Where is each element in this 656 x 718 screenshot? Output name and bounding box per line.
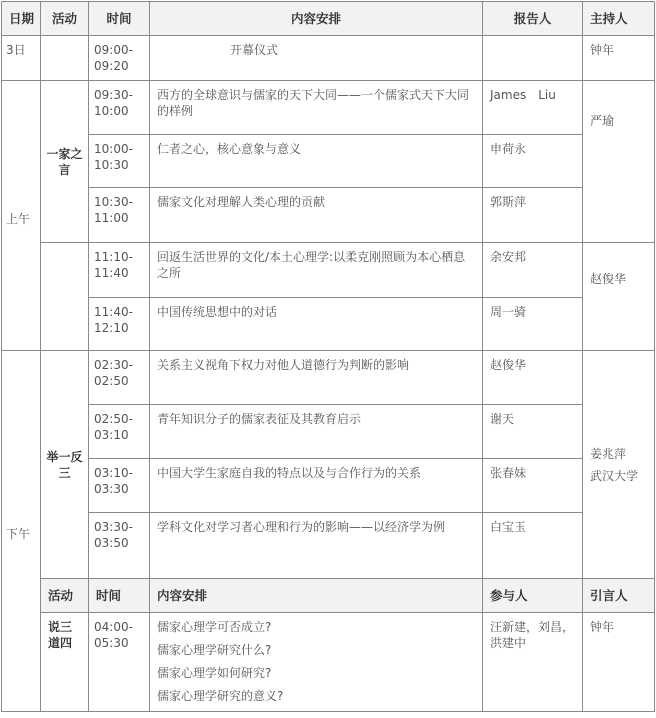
forum-row (2, 613, 655, 712)
afternoon-label: 下午 (2, 351, 41, 712)
opening-host: 钟年 (583, 36, 655, 81)
afternoon-time-3: 03:10-03:30 (89, 459, 150, 513)
afternoon-row-3 (2, 459, 655, 513)
header-host: 主持人 (583, 2, 655, 36)
forum-header-participants: 参与人 (483, 579, 583, 613)
afternoon-speaker-3: 张春妹 (483, 459, 583, 513)
header-time: 时间 (89, 2, 150, 36)
morning-row-2 (2, 135, 655, 188)
forum-time: 04:00-05:30 (89, 613, 150, 712)
morning-speaker-1: James Liu (483, 81, 583, 135)
morning-activity: 一家之言 (41, 81, 89, 243)
morning-content-1: 西方的全球意识与儒家的天下大同——一个儒家式天下大同的样例 (150, 81, 483, 135)
opening-content: 开幕仪式 (150, 36, 483, 81)
opening-time: 09:00-09:20 (89, 36, 150, 81)
afternoon-time-2: 02:50-03:10 (89, 405, 150, 459)
morning-content-4: 回返生活世界的文化/本土心理学:以柔克刚照顾为本心栖息之所 (150, 243, 483, 298)
morning-row-1 (2, 81, 655, 135)
forum-header-moderator: 引言人 (583, 579, 655, 613)
afternoon-content-2: 青年知识分子的儒家表征及其教育启示 (150, 405, 483, 459)
afternoon-time-4: 03:30-03:50 (89, 513, 150, 579)
forum-questions (150, 613, 483, 712)
morning-host-b: 赵俊华 (583, 243, 655, 351)
afternoon-content-3: 中国大学生家庭自我的特点以及与合作行为的关系 (150, 459, 483, 513)
forum-header-content: 内容安排 (150, 579, 483, 613)
morning-speaker-2: 申荷永 (483, 135, 583, 188)
opening-speaker-empty (483, 36, 583, 81)
morning-time-5: 11:40-12:10 (89, 298, 150, 351)
afternoon-row-2 (2, 405, 655, 459)
opening-activity-empty (41, 36, 89, 81)
forum-header-time: 时间 (89, 579, 150, 613)
opening-row (2, 36, 655, 81)
morning-label: 上午 (2, 81, 41, 351)
morning-row-3 (2, 188, 655, 243)
forum-question-1: 儒家心理学可否成立? (157, 620, 272, 634)
morning-row-5 (2, 298, 655, 351)
header-speaker: 报告人 (483, 2, 583, 36)
afternoon-host-org: 武汉大学 (590, 468, 639, 483)
afternoon-time-1: 02:30-02:50 (89, 351, 150, 405)
morning-host-a: 严瑜 (583, 81, 655, 243)
forum-question-2: 儒家心理学研究什么? (157, 643, 272, 657)
morning-time-4: 11:10-11:40 (89, 243, 150, 298)
afternoon-activity: 举一反三 (41, 351, 89, 579)
header-row (2, 2, 655, 36)
morning-content-2: 仁者之心，核心意象与意义 (150, 135, 483, 188)
morning-time-1: 09:30-10:00 (89, 81, 150, 135)
forum-header-row (2, 579, 655, 613)
afternoon-speaker-2: 谢天 (483, 405, 583, 459)
forum-question-3: 儒家心理学如何研究? (157, 666, 272, 680)
afternoon-row-1 (2, 351, 655, 405)
forum-activity: 说三道四 (41, 613, 89, 712)
morning-content-3: 儒家文化对理解人类心理的贡献 (150, 188, 483, 243)
afternoon-host (583, 351, 655, 579)
morning-row-4 (2, 243, 655, 298)
morning-speaker-5: 周一骑 (483, 298, 583, 351)
forum-question-4: 儒家心理学研究的意义? (157, 689, 284, 703)
afternoon-speaker-1: 赵俊华 (483, 351, 583, 405)
afternoon-content-1: 关系主义视角下权力对他人道德行为判断的影响 (150, 351, 483, 405)
schedule-table (1, 1, 655, 712)
morning-content-5: 中国传统思想中的对话 (150, 298, 483, 351)
forum-participants: 汪新建，刘昌，洪建中 (483, 613, 583, 712)
morning-activity-empty (41, 243, 89, 351)
header-date: 日期 (2, 2, 41, 36)
afternoon-content-4: 学科文化对学习者心理和行为的影响——以经济学为例 (150, 513, 483, 579)
afternoon-host-name: 姜兆萍 (590, 446, 627, 461)
morning-time-3: 10:30-11:00 (89, 188, 150, 243)
afternoon-row-4 (2, 513, 655, 579)
morning-time-2: 10:00-10:30 (89, 135, 150, 188)
forum-moderator: 钟年 (583, 613, 655, 712)
afternoon-speaker-4: 白宝玉 (483, 513, 583, 579)
morning-speaker-4: 余安邦 (483, 243, 583, 298)
forum-header-activity: 活动 (41, 579, 89, 613)
opening-date: 3日 (2, 36, 41, 81)
header-activity: 活动 (41, 2, 89, 36)
header-content: 内容安排 (150, 2, 483, 36)
morning-speaker-3: 郭斯萍 (483, 188, 583, 243)
